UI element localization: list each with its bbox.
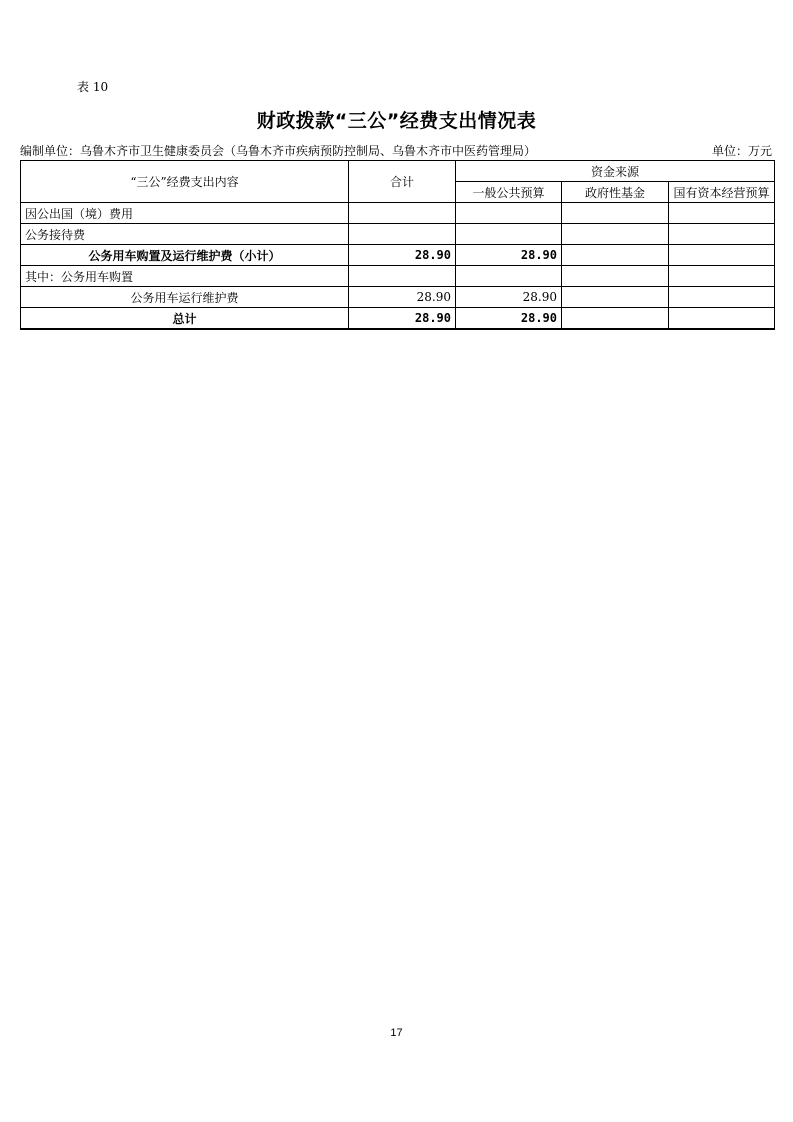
row-state [669,287,775,308]
row-label: 其中：公务用车购置 [21,266,349,287]
row-total: 28.90 [349,287,456,308]
table-row [21,245,775,266]
header-gov-fund: 政府性基金 [562,182,669,203]
row-label: 公务接待费 [21,224,349,245]
page-title: 财政拨款“三公”经费支出情况表 [256,110,537,132]
row-gov [562,245,669,266]
row-gov [562,287,669,308]
header-total: 合计 [349,161,456,203]
table-number: 表 10 [77,80,109,94]
row-general [456,203,562,224]
row-general: 28.90 [456,308,562,330]
table-row [21,287,775,308]
row-general: 28.90 [456,287,562,308]
expenditure-table [20,160,775,330]
row-total: 28.90 [349,245,456,266]
header-state-capital: 国有资本经营预算 [669,182,775,203]
row-state [669,245,775,266]
row-state [669,203,775,224]
header-fund-source: 资金来源 [456,161,775,182]
row-general: 28.90 [456,245,562,266]
row-label: 公务用车购置及运行维护费（小计） [21,245,349,266]
row-state [669,308,775,330]
row-general [456,266,562,287]
row-gov [562,224,669,245]
row-state [669,224,775,245]
row-general [456,224,562,245]
compiler-line [20,142,772,159]
row-gov [562,308,669,330]
row-label: 因公出国（境）费用 [21,203,349,224]
row-total [349,266,456,287]
compiler-unit: 编制单位：乌鲁木齐市卫生健康委员会（乌鲁木齐市疾病预防控制局、乌鲁木齐市中医药管理局） [20,144,537,158]
row-label: 公务用车运行维护费 [21,287,349,308]
row-gov [562,203,669,224]
row-gov [562,266,669,287]
row-state [669,266,775,287]
page-number: 17 [390,1027,403,1039]
header-content: “三公”经费支出内容 [21,161,349,203]
row-total: 28.90 [349,308,456,330]
table-row [21,266,775,287]
currency-unit: 单位：万元 [711,144,772,158]
table-row [21,203,775,224]
total-row [21,308,775,330]
row-total [349,203,456,224]
row-label: 总计 [21,308,349,330]
header-row-1 [21,161,775,182]
table-row [21,224,775,245]
header-general-budget: 一般公共预算 [456,182,562,203]
row-total [349,224,456,245]
